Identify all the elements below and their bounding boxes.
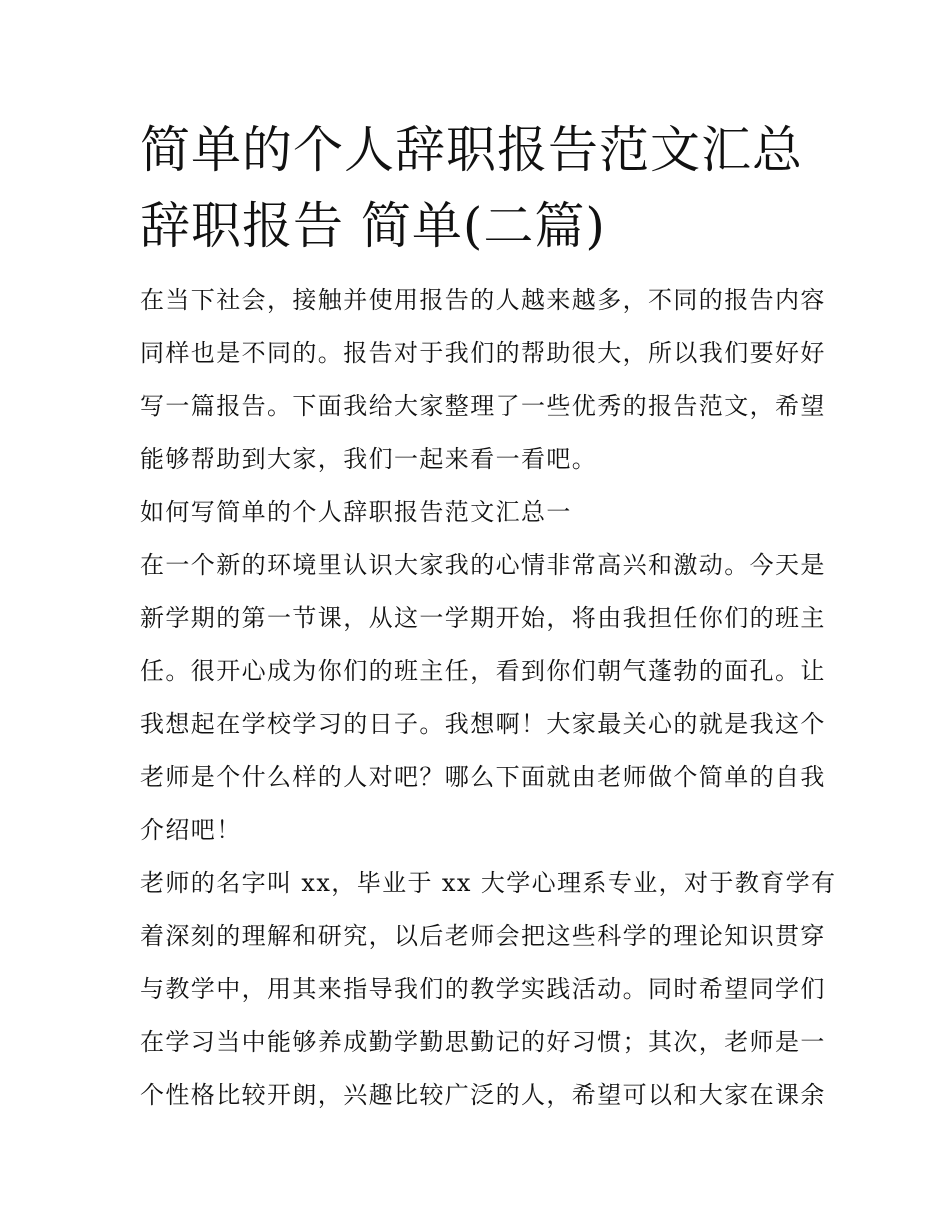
text-line: 如何写简单的个人辞职报告范文汇总一	[140, 498, 572, 526]
text-line: 能够帮助到大家，我们一起来看一看吧。	[140, 445, 598, 473]
text-line: 介绍吧！	[140, 816, 242, 844]
text-line: 同样也是不同的。报告对于我们的帮助很大，所以我们要好好	[140, 339, 826, 367]
text-line: 在当下社会，接触并使用报告的人越来越多，不同的报告内容	[140, 286, 826, 314]
text-line: 着深刻的理解和研究，以后老师会把这些科学的理论知识贯穿	[140, 922, 826, 950]
document-body	[140, 274, 837, 1122]
intro-paragraph	[140, 274, 826, 486]
text-line: 任。很开心成为你们的班主任，看到你们朝气蓬勃的面孔。让	[140, 657, 826, 685]
section-heading	[140, 486, 820, 539]
title-line-2: 辞职报告 简单(二篇)	[140, 197, 606, 255]
body-paragraph-1	[140, 539, 826, 857]
body-paragraph-2	[140, 857, 837, 1122]
text-line: 在一个新的环境里认识大家我的心情非常高兴和激动。今天是	[140, 551, 826, 579]
text-line: 写一篇报告。下面我给大家整理了一些优秀的报告范文，希望	[140, 392, 826, 420]
title-line-1: 简单的个人辞职报告范文汇总	[140, 121, 803, 179]
text-line: 老师的名字叫 xx，毕业于 xx 大学心理系专业，对于教育学有	[140, 869, 837, 897]
text-line: 新学期的第一节课，从这一学期开始，将由我担任你们的班主	[140, 604, 826, 632]
text-line: 我想起在学校学习的日子。我想啊！大家最关心的就是我这个	[140, 710, 826, 738]
text-line: 个性格比较开朗，兴趣比较广泛的人，希望可以和大家在课余	[140, 1081, 826, 1109]
text-line: 在学习当中能够养成勤学勤思勤记的好习惯；其次，老师是一	[140, 1028, 826, 1056]
text-line: 老师是个什么样的人对吧？哪么下面就由老师做个简单的自我	[140, 763, 826, 791]
text-line: 与教学中，用其来指导我们的教学实践活动。同时希望同学们	[140, 975, 826, 1003]
document-title	[140, 112, 840, 264]
